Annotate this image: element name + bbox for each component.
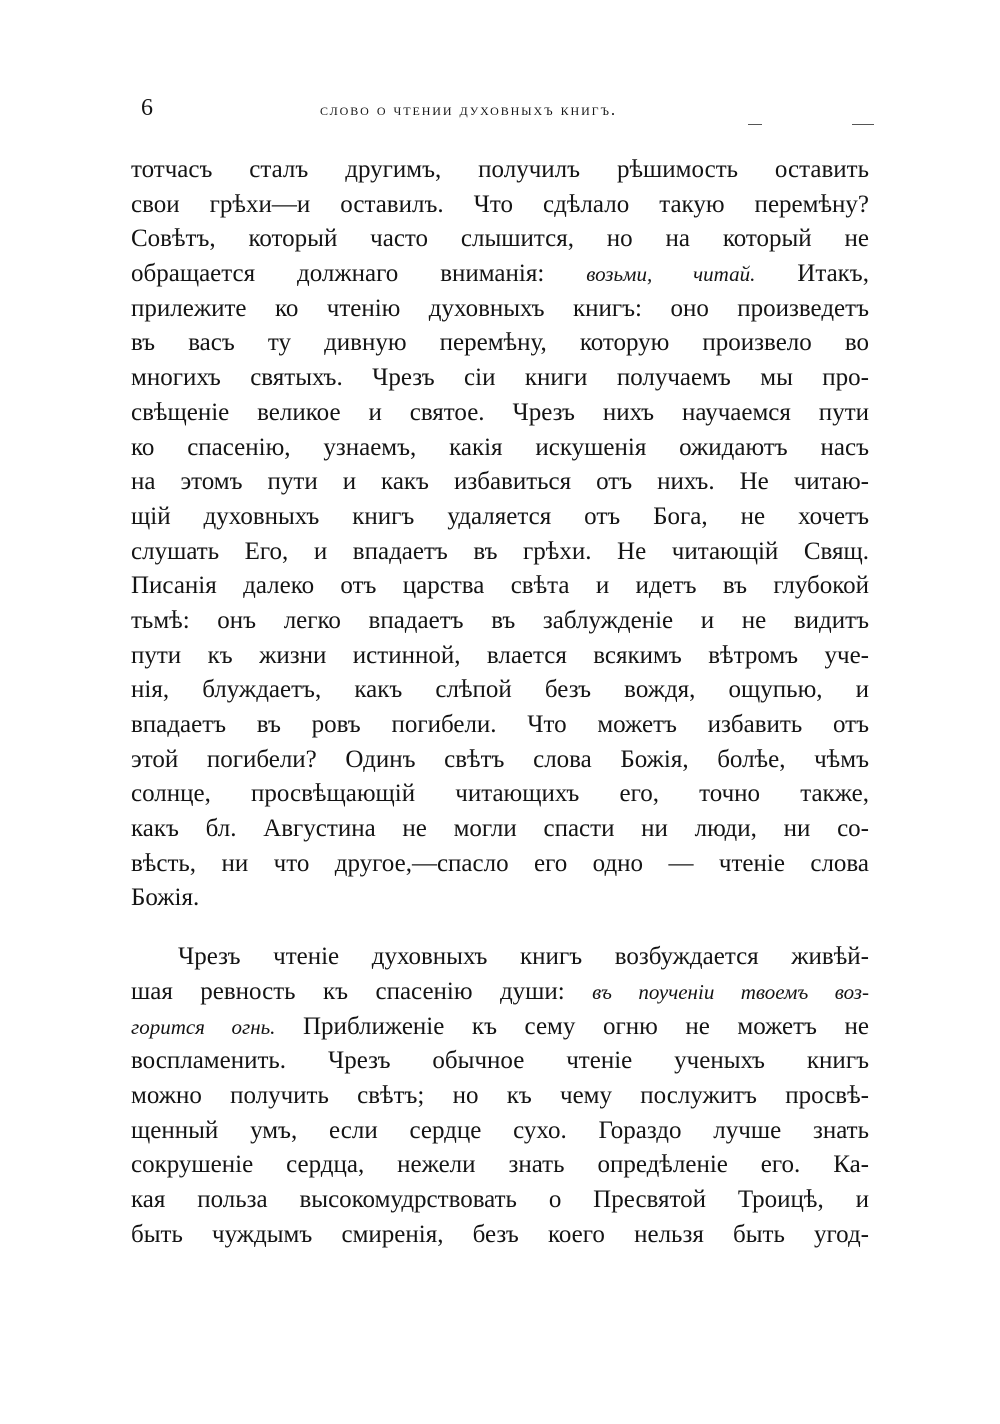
text-run: быть чуждымъ смиренія, безъ коего нельзя быть угод- (131, 1220, 869, 1248)
text-line (131, 292, 869, 327)
text-line (131, 743, 869, 778)
header-rule (748, 124, 762, 125)
text-run: солнце, просвѣщающій читающихъ его, точно также, (131, 780, 869, 808)
text-run: свои грѣхи—и оставилъ. Что сдѣлало такую перемѣну? (131, 190, 869, 218)
text-run: воспламенить. Чрезъ обычное чтеніе ученыхъ книгъ (131, 1047, 869, 1075)
text-line (131, 1114, 869, 1149)
text-run: щій духовныхъ книгъ удаляется отъ Бога, не хочетъ (131, 502, 869, 530)
text-line (131, 975, 869, 1010)
text-run: обращается должнаго вниманія: (131, 260, 587, 288)
text-line (131, 1183, 869, 1218)
text-run: многихъ святыхъ. Чрезъ сіи книги получаемъ мы про- (131, 364, 869, 392)
italic-quote: въ поученіи твоемъ воз- (592, 979, 869, 1004)
text-run: на этомъ пути и какъ избавиться отъ нихъ. Не читаю- (131, 468, 869, 496)
text-run: какъ бл. Августина не могли спасти ни люди, ни со- (131, 815, 869, 843)
text-run: слушать Его, и впадаетъ въ грѣхи. Не читающій Свящ. (131, 537, 869, 565)
text-run: ко спасенію, узнаемъ, какія искушенія ожидаютъ насъ (131, 433, 869, 461)
italic-quote: возьми, читай. (586, 262, 756, 287)
paragraph-gap (131, 916, 869, 940)
text-run: свѣщеніе великое и святое. Чрезъ нихъ научаемся пути (131, 398, 869, 426)
text-line (131, 673, 869, 708)
text-run: прилежите ко чтенію духовныхъ книгъ: оно произведетъ (131, 294, 869, 322)
text-run: Совѣтъ, который часто слышится, но на который не (131, 225, 869, 253)
text-run: щенный умъ, если сердце сухо. Гораздо лучше знать (131, 1116, 869, 1144)
text-line (131, 708, 869, 743)
text-run: Чрезъ чтеніе духовныхъ книгъ возбуждается живѣй- (178, 943, 869, 971)
text-line (131, 1044, 869, 1079)
text-line (131, 1148, 869, 1183)
text-run: тьмѣ: онъ легко впадаетъ въ заблужденіе и не видитъ (131, 606, 869, 634)
paragraph (131, 153, 869, 916)
text-line (131, 465, 869, 500)
text-line (131, 1218, 869, 1253)
text-line (131, 777, 869, 812)
text-line (131, 1079, 869, 1114)
text-line (131, 604, 869, 639)
text-line (131, 569, 869, 604)
text-line (131, 431, 869, 466)
text-run: Приближеніе къ сему огню не можетъ не (275, 1012, 870, 1040)
text-run: вѣсть, ни что другое,—спасло его одно — чтеніе слова (131, 849, 869, 877)
text-line (131, 361, 869, 396)
text-line (131, 1010, 869, 1045)
text-line (131, 881, 869, 916)
text-line (131, 257, 869, 292)
italic-quote: горится огнь. (131, 1014, 276, 1039)
text-line (131, 153, 869, 188)
text-run: Итакъ, (755, 260, 869, 288)
text-run: впадаетъ въ ровъ погибели. Что можетъ избавить отъ (131, 711, 869, 738)
text-run: шая ревность къ спасенію души: (131, 977, 593, 1005)
text-line (131, 500, 869, 535)
text-run: этой погибели? Одинъ свѣтъ слова Божія, болѣе, чѣмъ (131, 745, 869, 773)
text-line (131, 847, 869, 882)
text-line (131, 222, 869, 257)
text-run: тотчасъ сталъ другимъ, получилъ рѣшимость оставить (131, 156, 869, 183)
text-run: Писанія далеко отъ царства свѣта и идетъ въ глубокой (131, 572, 869, 600)
text-run: можно получить свѣтъ; но къ чему послужитъ просвѣ- (131, 1081, 869, 1109)
text-line (131, 326, 869, 361)
text-run: нія, блуждаетъ, какъ слѣпой безъ вождя, ощупью, и (131, 676, 869, 704)
header-rule (852, 124, 874, 125)
text-run: сокрушеніе сердца, нежели знать опредѣленіе его. Ка- (131, 1151, 869, 1179)
page-number: 6 (141, 95, 153, 121)
text-line (131, 188, 869, 223)
text-line (131, 396, 869, 431)
text-line (131, 535, 869, 570)
text-run: кая польза высокомудрствовать о Пресвятой Троицѣ, и (131, 1185, 869, 1213)
paragraph (131, 940, 869, 1252)
text-run: Божія. (131, 884, 200, 912)
text-line (131, 812, 869, 847)
running-title: слово о чтении духовныхъ книгъ. (320, 100, 618, 119)
text-line (131, 639, 869, 674)
body-text (131, 153, 869, 1252)
text-run: въ васъ ту дивную перемѣну, которую произвело во (131, 329, 869, 357)
text-line (131, 940, 869, 975)
text-run: пути къ жизни истинной, влается всякимъ вѣтромъ уче- (131, 641, 869, 669)
